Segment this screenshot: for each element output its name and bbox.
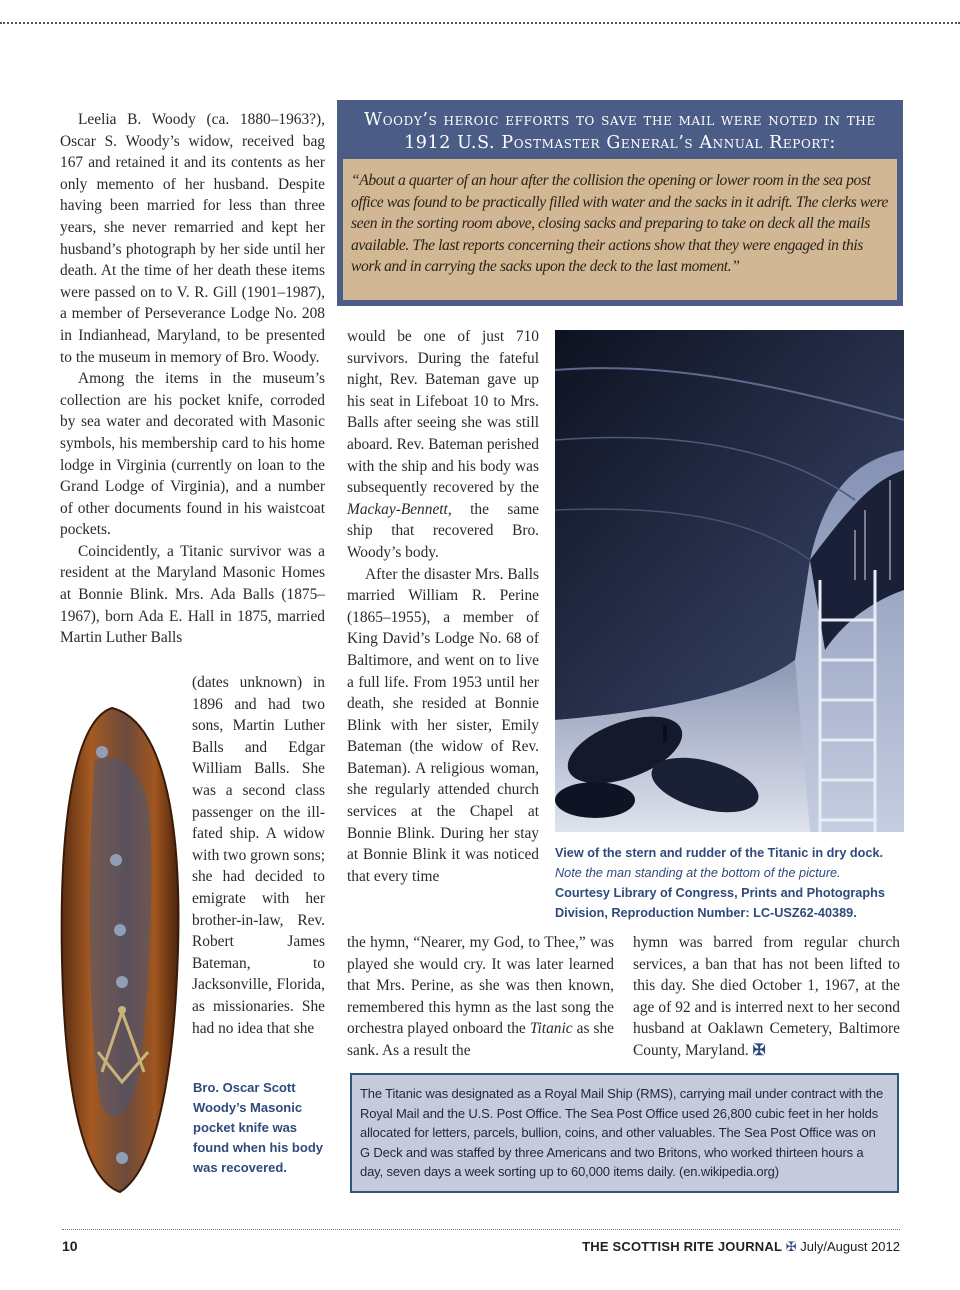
photo-caption-line-1: View of the stern and rudder of the Titanic in dry dock. bbox=[555, 846, 884, 860]
photo-caption bbox=[555, 843, 905, 923]
photo-caption-line-2 bbox=[555, 863, 905, 883]
article-column-1 bbox=[60, 109, 325, 649]
ship-name-titanic: Titanic bbox=[529, 1020, 573, 1038]
hymn-paragraph bbox=[347, 932, 614, 1062]
page-number: 10 bbox=[62, 1238, 78, 1254]
col3-paragraph bbox=[633, 932, 900, 1062]
titanic-stern-photo bbox=[555, 330, 904, 832]
knife-caption: Bro. Oscar Scott Woody’s Masonic pocket knife was found when his body was recovered. bbox=[193, 1080, 323, 1175]
col2-paragraph-2: After the disaster Mrs. Balls married William R. Perine (1865–1955), a member of King David’s Lodge No. 68 of Baltimore, and went on to live a full life. From 1953 until her death, she resided at Bonnie Blink with her sister, Emily Bateman (the widow of Rev. Bateman). A religious woman, she regularly attended church services at the Chapel at Bonnie Blink. During her stay at Bonnie Blink it was noticed that every time bbox=[347, 565, 539, 885]
top-dotted-rule bbox=[0, 22, 960, 24]
issue-date: July/August 2012 bbox=[800, 1239, 900, 1254]
col2-p1-post: , the same ship that recovered Bro. Woody’s body. bbox=[347, 500, 539, 561]
col1-paragraph-3-continued: (dates unknown) in 1896 and had two sons, Martin Luther Balls and Edgar William Balls. She was a second class passenger on the ill-fated ship. A widow with two grown sons; she had decided to emigrate with her brother-in-law, Rev. Robert James Bateman, to Jacksonville, Florida, as missionaries. She had no idea that she bbox=[192, 674, 325, 1037]
royal-mail-fact-box: The Titanic was designated as a Royal Mail Ship (RMS), carrying mail under contract with the Royal Mail and the U.S. Post Office. The Sea Post Office used 26,800 cubic feet in her holds allocated for letters, parcels, bullion, coins, and other valuables. The Sea Post Office was on G Deck and was staffed by three Americans and two Britons, who worked thirteen hours a day, seven days a week sorting up to 60,000 items daily. (en.wikipedia.org) bbox=[350, 1073, 899, 1193]
end-mark-cross-icon: ✠ bbox=[752, 1041, 766, 1059]
titanic-stern-illustration bbox=[555, 330, 904, 832]
article-column-3 bbox=[633, 932, 900, 1062]
photo-caption-note: Note the man standing at the bottom of the picture. bbox=[555, 866, 841, 880]
col2-paragraph-1 bbox=[347, 326, 539, 564]
article-column-1-wrap bbox=[192, 672, 325, 1039]
hymn-text-post: as she sank. As a result the bbox=[347, 1020, 614, 1059]
footer-dotted-rule bbox=[62, 1229, 900, 1230]
photo-caption-credit: Courtesy Library of Congress, Prints and Photographs Division, Reproduction Number: LC-USZ62-40389. bbox=[555, 886, 885, 920]
journal-footer bbox=[582, 1239, 900, 1255]
col3-text: hymn was barred from regular church services, a ban that has not been lifted to this day. She died October 1, 1967, at the age of 92 and is interred next to her second husband at Oaklawn Cemetery, Baltimore County, Maryland. bbox=[633, 934, 900, 1059]
pocket-knife-illustration bbox=[50, 700, 190, 1200]
col1-paragraph-3: Coincidently, a Titanic survivor was a resident at the Maryland Masonic Homes at Bonnie Blink. Mrs. Ada Balls (1875–1967), born Ada E. Hall in 1875, married Martin Luther Balls bbox=[60, 542, 325, 647]
col1-paragraph-2: Among the items in the museum’s collection are his pocket knife, corroded by sea water and decorated with Masonic symbols, his membership card to his home lodge in Virginia (currently on loan to the Grand Lodge of Virginia), and a number of other documents found in his waistcoat pockets. bbox=[60, 370, 325, 539]
hymn-text-pre: the hymn, “Nearer, my God, to Thee,” was played she would cry. It was later learned that Mrs. Perine, as she was then known, remembered this hymn as the last song the orchestra played onboard the bbox=[347, 934, 614, 1038]
ship-name-mackay-bennett: Mackay-Bennett bbox=[347, 500, 448, 518]
footer-cross-icon: ✠ bbox=[785, 1239, 797, 1254]
sidebar-quote: “About a quarter of an hour after the collision the opening or lower room in the sea post office was found to be practically filled with water and the sacks in it adrift. The clerks were seen in the sorting room above, closing sacks and preparing to take on deck all the mails available. The last reports concerning their actions show that they were engaged in this work and in carrying the sacks upon the deck to the last moment.” bbox=[343, 159, 897, 300]
sidebar-heading: Woody’s heroic efforts to save the mail were noted in the 1912 U.S. Postmaster General’s Annual Report: bbox=[364, 110, 876, 153]
article-column-2-bottom bbox=[347, 932, 614, 1062]
col1-paragraph-1: Leelia B. Woody (ca. 1880–1963?), Oscar S. Woody’s widow, received bag 167 and retained it and its contents as her only memento of her husband. Despite having been married for less than three years, she never remarried and kept her husband’s photograph by her side until her death. At the time of her death these items were passed on to V. R. Gill (1901–1987), a member of Perseverance Lodge No. 208 in Indianhead, Maryland, to be presented to the museum in memory of Bro. Woody. bbox=[60, 111, 325, 366]
masonic-pocket-knife-photo bbox=[50, 700, 190, 1200]
col2-p1-pre: would be one of just 710 survivors. During the fateful night, Rev. Bateman gave up his seat in Lifeboat 10 to Mrs. Balls after seeing she was still aboard. Rev. Bateman perished with the ship and his body was subsequently recovered by the bbox=[347, 328, 539, 497]
journal-title: THE SCOTTISH RITE JOURNAL bbox=[582, 1239, 783, 1254]
postmaster-sidebar bbox=[337, 100, 903, 306]
article-column-2 bbox=[347, 326, 539, 887]
